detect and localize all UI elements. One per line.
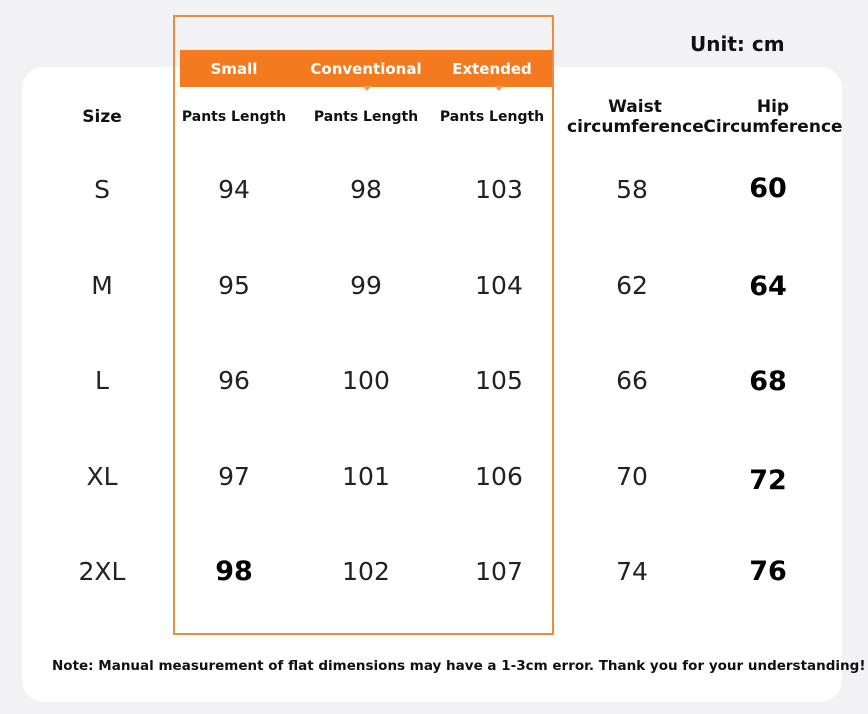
cell-conventional-2xl: 102 [342, 557, 390, 586]
cell-conventional-l: 100 [342, 366, 390, 395]
cell-waist-xl: 70 [616, 462, 648, 491]
header-waist-line2: circumference [567, 117, 704, 137]
cell-waist-s: 58 [616, 175, 648, 204]
cell-hip-2xl: 76 [749, 556, 787, 587]
cell-extended-2xl: 107 [475, 557, 523, 586]
header-hip-line1: Hip [756, 97, 790, 117]
band-label-extended: Extended [452, 60, 532, 78]
unit-label: Unit: cm [690, 32, 785, 56]
cell-conventional-m: 99 [350, 271, 382, 300]
cell-extended-s: 103 [475, 175, 523, 204]
cell-conventional-s: 98 [350, 175, 382, 204]
header-pants-length-small: Pants Length [181, 109, 287, 125]
band-label-conventional: Conventional [310, 60, 422, 78]
cell-conventional-xl: 101 [342, 462, 390, 491]
cell-size-xl: XL [86, 462, 118, 491]
cell-waist-2xl: 74 [616, 557, 648, 586]
cell-hip-xl: 72 [749, 465, 787, 496]
cell-size-2xl: 2XL [78, 557, 126, 586]
header-waist [567, 97, 703, 137]
cell-extended-xl: 106 [475, 462, 523, 491]
notch-extended [494, 86, 504, 91]
header-pants-length-conventional: Pants Length [313, 109, 419, 125]
header-waist-line1: Waist [608, 97, 662, 117]
cell-small-2xl: 98 [215, 556, 253, 587]
header-size: Size [82, 107, 122, 127]
header-hip-line2: Circumference [703, 117, 843, 137]
header-pants-length-extended: Pants Length [439, 109, 545, 125]
cell-waist-l: 66 [616, 366, 648, 395]
cell-waist-m: 62 [616, 271, 648, 300]
cell-extended-m: 104 [475, 271, 523, 300]
cell-small-m: 95 [218, 271, 250, 300]
cell-extended-l: 105 [475, 366, 523, 395]
band-label-small: Small [210, 60, 258, 78]
header-hip [703, 97, 843, 137]
cell-hip-m: 64 [749, 271, 787, 302]
cell-hip-s: 60 [749, 173, 787, 204]
notch-conventional [362, 86, 372, 91]
cell-size-s: S [94, 175, 110, 204]
cell-small-xl: 97 [218, 462, 250, 491]
cell-hip-l: 68 [749, 366, 787, 397]
cell-small-l: 96 [218, 366, 250, 395]
cell-size-m: M [91, 271, 113, 300]
cell-size-l: L [95, 366, 109, 395]
cell-small-s: 94 [218, 175, 250, 204]
measurement-note: Note: Manual measurement of flat dimensions may have a 1-3cm error. Thank you for your understanding! [52, 658, 866, 674]
